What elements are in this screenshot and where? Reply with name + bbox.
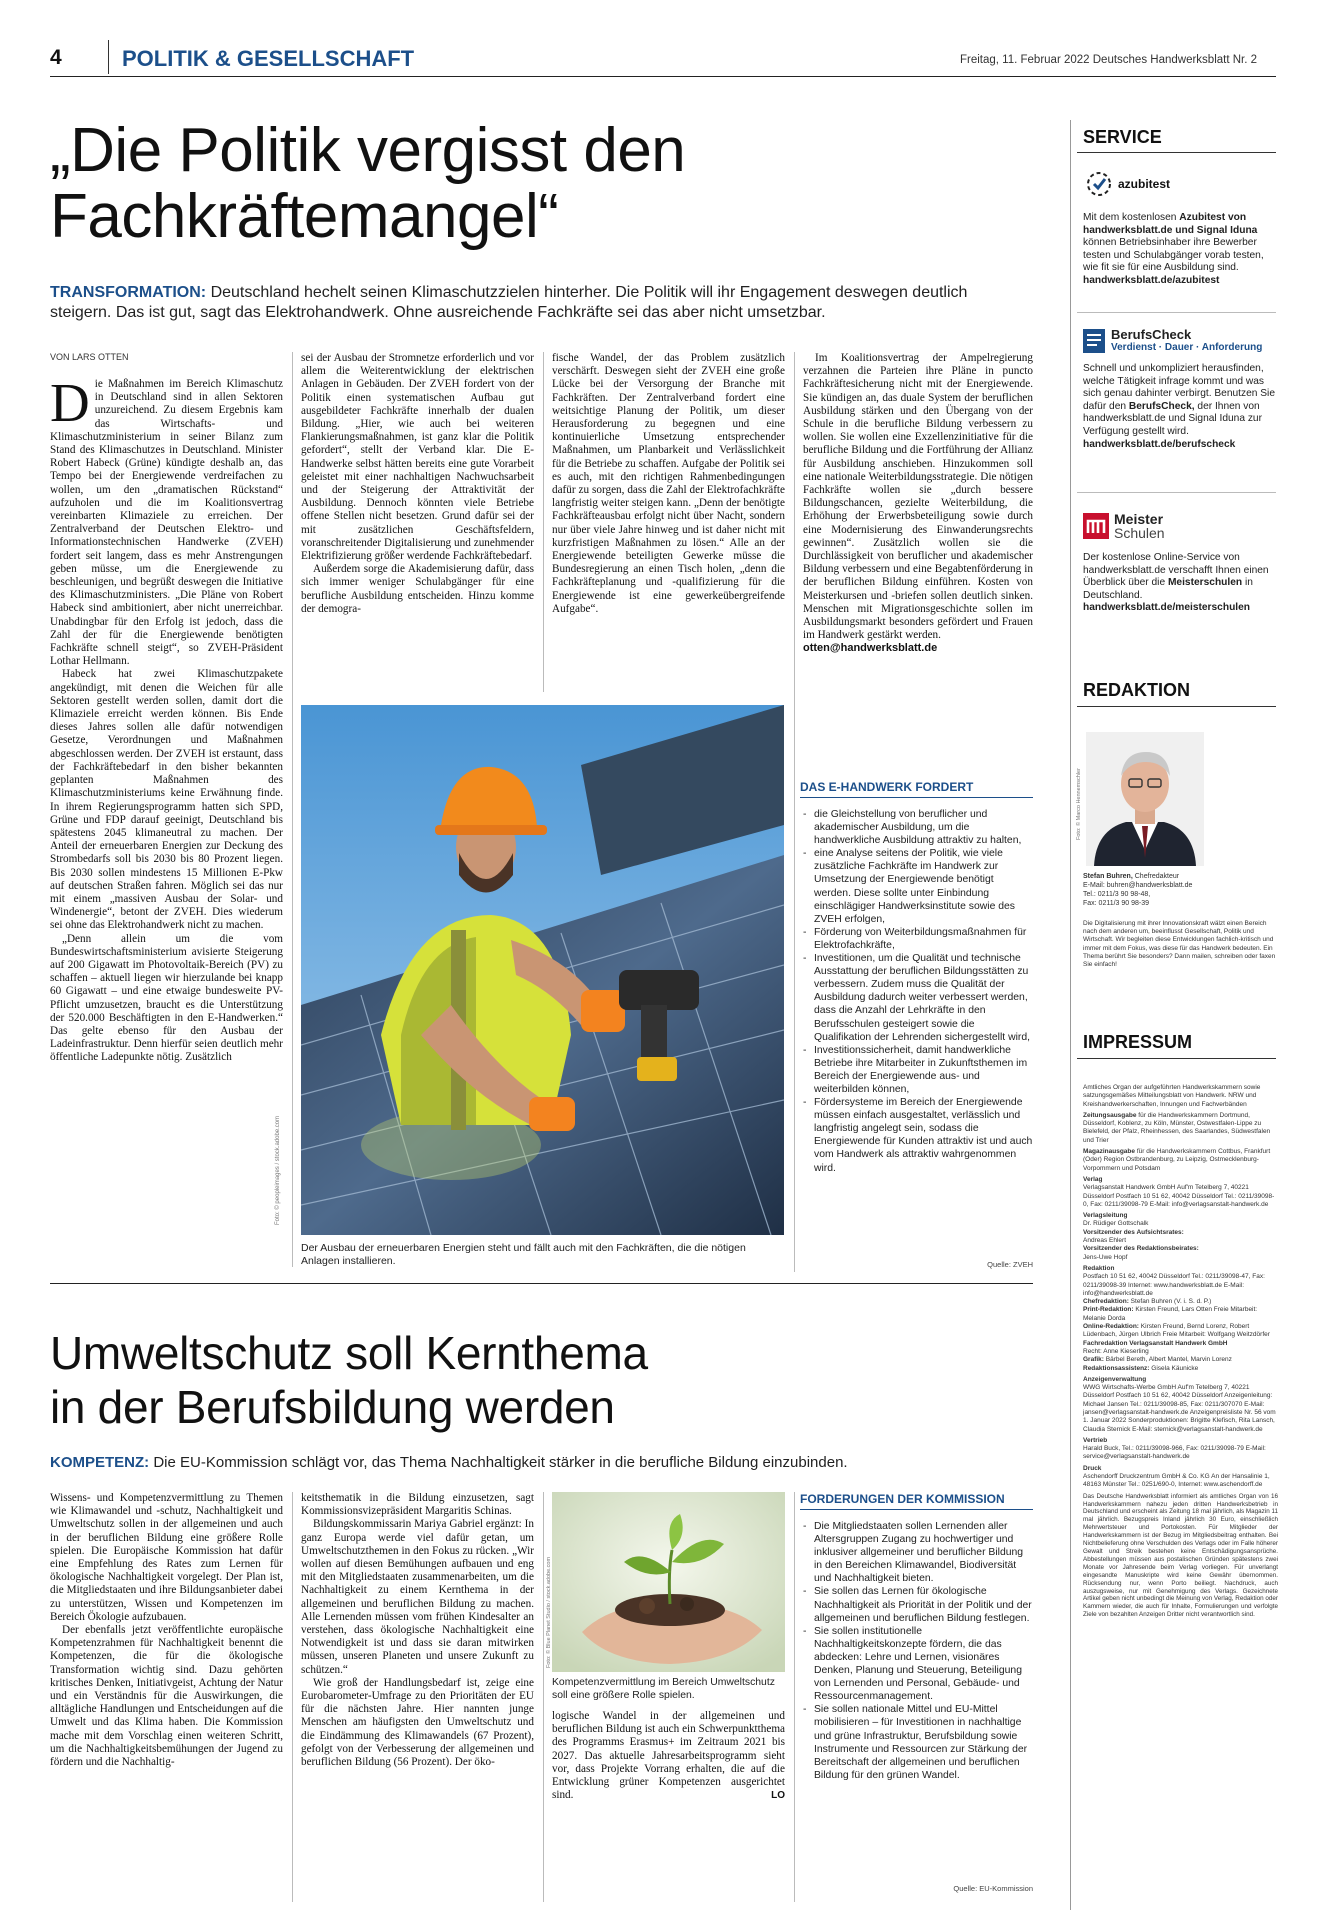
berufscheck-logo[interactable]: BerufsCheck Verdienst · Dauer · Anforderung <box>1083 328 1262 354</box>
author-initials: LO <box>771 1790 785 1802</box>
article1-headline: „Die Politik vergisst den Fachkräftemangel“ <box>50 116 686 251</box>
list-item: - Die Mitgliedstaaten sollen Lernenden aller Altersgruppen Zugang zu hochwertiger und inklusiver allgemeiner und beruflicher Bildung in den Bereichen Klimawandel, Biodiversität und Nachhaltigkeit bieten. <box>800 1520 1033 1585</box>
impressum-text: Amtliches Organ der aufgeführten Handwerkskammern sowie satzungsgemäßes Mitteilungsblatt von Handwerk. NRW und Kreishandwerkerschaften, Innungen und Fachverbänden Zeitungsausgabe für die Handwerkskammern Dortmund, Düsseldorf, Koblenz, zu Köln, Münster, Ostwestfalen-Lippe zu Bielefeld, der Pfalz, Rheinhessen, des Saarlandes, Südwestfalen und Trier Magazinausgabe für die Handwerkskammern Cottbus, Frankfurt (Oder) Region Ostbrandenburg, zu Leipzig, Ostmecklenburg-Vorpommern und Potsdam Verlag Verlagsanstalt Handwerk GmbH Auf'm Tetelberg 7, 40221 Düsseldorf Postfach 10 51 62, 40042 Düsseldorf Tel.: 0211/39098-0, Fax: 0211/39098-79 E-Mail: info@verlagsanstalt-handwerk.de Verlagsleitung Dr. Rüdiger Gottschalk Vorsitzender des Aufsichtsrates: Andreas Ehlert Vorsitzender des Redaktionsbeirates: Jens-Uwe Hopf Redaktion Postfach 10 51 62, 40042 Düsseldorf Tel.: 0211/39098-47, Fax: 0211/39098-39 Internet: www.handwerksblatt.de E-Mail: info@handwerksblatt.de Chefredaktion: Stefan Buhren (V. i. S. d. P.) Print-Redaktion: Kirsten Freund, Lars Otten Freie Mitarbeit: Melanie Dorda Online-Redaktion: Kirsten Freund, Bernd Lorenz, Robert Lüdenbach, Jürgen Ulbrich Freie Mitarbeit: Wolfgang Weitzdörfer Fachredaktion Verlagsanstalt Handwerk GmbH Recht: Anne Kieserling Grafik: Bärbel Bereth, Albert Mantel, Marvin Lorenz Redaktionsassistenz: Gisela Käunicke Anzeigenverwaltung WWG Wirtschafts-Werbe GmbH Auf'm Tetelberg 7, 40221 Düsseldorf Postfach 10 51 62, 40042 Düsseldorf Anzeigenleitung: Michael Jansen Tel.: 0211/39098-85, Fax: 0211/307070 E-Mail: jansen@verlagsanstalt-handwerk.de Anzeigenpreisliste Nr. 56 vom 1. Januar 2022 Sonderproduktionen: Brigitte Klefisch, Rita Lansch, Claudia Sternick E-Mail: sternick@verlagsanstalt-handwerk.de Vertrieb Harald Buck, Tel.: 0211/39098-966, Fax: 0211/39098-79 E-Mail: service@verlagsanstalt-handwerk.de Druck Aschendorff Druckzentrum GmbH & Co. KG An der Hansalinie 1, 48163 Münster Tel.: 0251/690-0, Internet: www.aschendorff.de Das Deutsche Handwerksblatt informiert als amtliches Organ von 16 Handwerkskammern nahezu jeden dritten Handwerksbetrieb in Deutschland und erscheint als Zeitung 18 mal jährlich, als Magazin 11 mal jährlich. Bezugspreis Inland jährlich 30 Euro, einschließlich Mehrwertsteuer und Portokosten. Für Mitglieder der Handwerkskammern ist der Bezug im Mitgliedsbeitrag enthalten. Bei Nichtbelieferung ohne Verschulden des Verlags oder im Falle höherer Gewalt und Streik bestehen keine Entschädigungsansprüche. Abbestellungen müssen aus postalischen Gründen spätestens zwei Monate vor Jahresende beim Verlag vorliegen. Für unverlangt eingesandte Manuskripte wird keine Gewähr übernommen. Rücksendung nur, wenn Porto beiliegt. Nachdruck, auch auszugsweise, nur mit Genehmigung des Verlags. Gezeichnete Artikel geben nicht unbedingt die Meinung von Verlag, Redaktion oder Kammern wieder, die auch für Inhalte, Formulierungen und verfolgte Ziele von bezahlten Anzeigen Dritter nicht verantwortlich sind. <box>1083 1084 1278 1619</box>
list-item: - Fördersysteme im Bereich der Energiewende müssen einfach ausgestaltet, verlässlich und langfristig angelegt sein, sodass die Energiewende für Kunden attraktiv ist und auch vom Handwerk als attraktiv wahrgenommen wird. <box>800 1096 1033 1175</box>
editor-info: Stefan Buhren, Chefredakteur E-Mail: buhren@handwerksblatt.de Tel.: 0211/3 90 98-48, Fax: 0211/3 90 98-39 <box>1083 872 1278 908</box>
eh-box-source: Quelle: ZVEH <box>987 1260 1033 1269</box>
page-number: 4 <box>50 46 62 69</box>
eh-box-list <box>800 808 1033 1175</box>
eh-box-title: DAS E-HANDWERK FORDERT <box>800 780 974 794</box>
article2-col1: Wissens- und Kompetenzvermittlung zu Themen wie Klimawandel und -schutz, Nachhaltigkeit und Umweltschutz sollen in der allgemeinen und auch in der beruflichen Bildung eine größere Rolle spielen. Die Europäische Kommission hat dafür eine Empfehlung des Rates zum Lernen für ökologische Nachhaltigkeit vorgelegt. Der Plan ist, die Mitgliedstaaten und ihre Bildungsanbieter dabei zu unterstützen, Wissen und Kompetenzen im Bereich Ökologie aufzubauen. Der ebenfalls jetzt veröffentlichte europäische Kompetenzrahmen für Nachhaltigkeit benennt die Kompetenzen, die für die ökologische Transformation wichtig sind. Dazu gehörten kritisches Denken, Initiativgeist, Achtung der Natur und ein Verständnis für die Auswirkungen, die alltägliche Handlungen und Entscheidungen auf die Umwelt und das Klima haben. Die Kommission mache mit dem Vorschlag einen weiteren Schritt, um die Nachhaltigkeitsbemühungen der Jugend zu fördern und die Nachhaltig- <box>50 1492 283 1769</box>
berufscheck-link[interactable]: handwerksblatt.de/berufscheck <box>1083 438 1236 450</box>
kommission-box-source: Quelle: EU-Kommission <box>953 1884 1033 1893</box>
byline: VON LARS OTTEN <box>50 352 129 362</box>
article2-kicker: KOMPETENZ: <box>50 1454 150 1471</box>
list-item: - Sie sollen nationale Mittel und EU-Mittel mobilisieren – für Investitionen in nachhaltige und grüne Infrastruktur, Berufsbildung sowie Instrumente und Ressourcen zur Stärkung der Bereitschaft der allgemeinen und beruflichen Bildung für den grünen Wandel. <box>800 1703 1033 1782</box>
list-icon <box>1083 329 1105 353</box>
editor-email[interactable]: E-Mail: buhren@handwerksblatt.de <box>1083 882 1193 889</box>
article2-col2: keitsthematik in die Bildung einzusetzen, sagt Kommissionsvizepräsident Margaritis Schinas. Bildungskommissarin Mariya Gabriel ergänzt: In ganz Europa werde viel dafür getan, um Umweltschutzthemen in den Fokus zu rücken. „Wir wollen auf diesen Bemühungen aufbauen und eng mit den Mitgliedstaaten zusammenarbeiten, um die Nachhaltigkeit zu einem Kernthema in der allgemeinen und beruflichen Bildung zu machen. Alle Lernenden müssen vom frühen Kindesalter an verstehen, dass ökologische Nachhaltigkeit eine Notwendigkeit ist und dass sie daran mitwirken müssen, unseren Planeten und unsere Zukunft zu schützen.“ Wie groß der Handlungsbedarf ist, zeige eine Eurobarometer-Umfrage zu den Prioritäten der EU für die nächsten Jahre. Hier nannten junge Menschen am häufigsten den Umweltschutz und die Eindämmung des Klimawandels (67 Prozent), gefolgt von der Verbesserung der allgemeinen und beruflichen Bildung (56 Prozent). Der öko- <box>301 1492 534 1769</box>
solar-worker-photo <box>301 705 784 1235</box>
redaktion-title: REDAKTION <box>1083 680 1190 700</box>
article1-col1 <box>50 372 283 1065</box>
meisterschulen-logo[interactable]: Meister Schulen <box>1083 512 1165 540</box>
list-item: - eine Analyse seitens der Politik, wie viele zusätzliche Fachkräfte im Handwerk zur Umsetzung der Energiewende benötigt werden. Diese sollte unter Einbindung einschlägiger Handwerksinstitute sowie des ZVEH erfolgen, <box>800 847 1033 926</box>
editor-note: Die Digitalisierung mit ihrer Innovationskraft wälzt einen Bereich nach dem anderen um, beeinflusst Gesellschaft, Politik und Wirtschaft. Wir begleiten diese Entwicklungen fachlich-kritisch und immer mit dem Fokus, was diese für das Handwerk bedeuten. Ein Thema berührt Sie besonders? Dann mailen, schreiben oder faxen Sie einfach! <box>1083 920 1276 969</box>
photo2-caption: Kompetenzvermittlung im Bereich Umweltschutz soll eine größere Rolle spielen. <box>552 1677 775 1701</box>
kommission-box-title: FORDERUNGEN DER KOMMISSION <box>800 1492 1005 1506</box>
meister-text: Der kostenlose Online-Service von handwerksblatt.de verschafft Ihnen einen Überblick über die Meisterschulen in Deutschland. handwerksblatt.de/meisterschulen <box>1083 552 1269 614</box>
azubitest-text: Mit dem kostenlosen Azubitest von handwerksblatt.de und Signal Iduna können Betriebsinhaber ihre Bewerber testen und Schulabgänger vorab testen, wie fit sie für eine Ausbildung sind. handwerksblatt.de/azubitest <box>1083 212 1264 286</box>
editor-photo <box>1086 732 1204 866</box>
meister-link[interactable]: handwerksblatt.de/meisterschulen <box>1083 602 1251 614</box>
article1-p1: Die Maßnahmen im Bereich Klimaschutz in Deutschland sind in allen Sektoren unzureichend. Zu diesem Ergebnis kam das Wirtschafts- und Klimaschutzministerium in seiner Bilanz zum Stand des Klimaschutzes in Deutschland. Minister Robert Habeck (Grüne) kündigte deshalb an, das Tempo bei der Energiewende verdreifachen zu wollen, um den „dramatischen Rückstand“ aufzuholen und die im Koalitionsvertrag vereinbarten Klimaziele zu erreichen. Der Zentralverband der Deutschen Elektro- und Informationstechnischen Handwerke (ZVEH) fordert seit langem, dass es mehr Anstrengungen geben müsse, um die Energiewende zu beschleunigen, und begrüßt deswegen die Initiative des Klimaschutzministers. „Die Pläne von Robert Habeck sind ambitioniert, aber nicht unerreichbar. Unabdingbar für den Erfolg ist jedoch, dass die Zahl der für die Energiewende benötigten Fachkräfte schnell steigt“, so ZVEH-Präsident Lothar Hellmann. <box>50 372 283 668</box>
azubitest-logo[interactable]: azubitest <box>1085 170 1170 198</box>
azubitest-link[interactable]: handwerksblatt.de/azubitest <box>1083 274 1220 286</box>
list-item: - Sie sollen institutionelle Nachhaltigkeitskonzepte fördern, die das abdecken: Lehre und Lernen, visionäres Denken, Planung und Steuerung, Beteiligung von Lernenden und Personal, Gebäude- und Ressourcenmanagement. <box>800 1625 1033 1704</box>
list-item: - Förderung von Weiterbildungsmaßnahmen für Elektrofachkräfte, <box>800 926 1033 952</box>
editor-photo-credit: Foto: © Marco Hennemschler <box>1076 768 1082 840</box>
article1-col2: sei der Ausbau der Stromnetze erforderlich und vor allem die Weiterentwicklung der elektrischen Anlagen in Gebäuden. Der ZVEH fordert von der Politik einen systematischen Aufbau gut ausgebildeter Fachkräfte innerhalb der dualen Bildung. „Hier, wie auch bei weiteren Flankierungsmaßnahmen, ist ganz klar die Politik gefordert“, stellt der Verband klar. Die E-Handwerke selbst hätten bereits eine gute Vorarbeit geleistet mit einer nachhaltigen Nachwuchsarbeit und der Steigerung der Attraktivität der Ausbildung. Dennoch könnten viele Betriebe offene Stellen nicht besetzen. Grund dafür sei der mit zusätzlichen Geschäftsfeldern, voranschreitender Digitalisierung und zunehmender Elektrifizierung größer werdende Fachkräftebedarf. Außerdem sorge die Akademisierung dafür, dass sich immer weniger Schulabgänger für eine berufliche Ausbildung entscheiden. Hinzu komme der demogra- <box>301 352 534 615</box>
berufscheck-text: Schnell und unkompliziert herausfinden, welche Tätigkeit infrage kommt und was sich genau dahinter verbirgt. Benutzen Sie dafür den BerufsCheck, der Ihnen von handwerksblatt.de und Signal Iduna zur Verfügung gestellt wird. handwerksblatt.de/berufscheck <box>1083 363 1275 450</box>
list-item: - die Gleichstellung von beruflicher und akademischer Ausbildung, um die handwerkliche Ausbildung attraktiv zu halten, <box>800 808 1033 847</box>
article1-p2: Habeck hat zwei Klimaschutzpakete angekündigt, mit denen die Weichen für alle Sektoren gestellt werden sollen, damit dort die Klimaziele erreicht werden können. Bis Ende dieses Jahres sollen alle dafür notwendigen Gesetze, Verordnungen und Maßnahmen abgeschlossen werden. Der ZVEH ist erstaunt, dass der Fachkräftebedarf in den bisher bekannten geplanten Maßnahmen des Klimaschutzministeriums keine Erwähnung finde. In ihrem Regierungsprogramm hatten sich SPD, Grüne und FDP darauf geeinigt, Deutschland bis spätestens 2045 klimaneutral zu machen. Der Anteil der erneuerbaren Energien zur Deckung des Strombedarfs soll bis 2030 bis 80 Prozent liegen. Bis 2030 sollen mindestens 15 Millionen E-Pkw auf deutschen Straßen fahren. Möglich sei das nur mit einem „massiven Ausbau der Solar- und Windenergie“, betont der ZVEH. Dies wiederum sei ohne das Elektrohandwerk nicht zu machen. <box>50 668 283 932</box>
list-item: - Investitionssicherheit, damit handwerkliche Betriebe ihre Mitarbeiter in Zukunftsthemen im Bereich der Energiewende aus- und weiterbilden können, <box>800 1044 1033 1096</box>
article1-col3: fische Wandel, der das Problem zusätzlich verschärft. Deswegen sieht der ZVEH eine große Lücke bei der Versorgung der Branche mit Fachkräften. Der Zentralverband fordert eine weitsichtige Planung der Politik, um dieser Herausforderung zu begegnen und eine kontinuierliche Umsetzung entsprechender Maßnahmen, um Planbarkeit und Verlässlichkeit für die Betriebe zu schaffen. Aufgabe der Politik sei es auch, mit den richtigen Rahmenbedingungen dafür zu sorgen, dass die Zahl der Elektrofachkräfte langfristig weiter steigen kann. „Denn der benötigte Fachkräfteausbau erfolgt nicht über Nacht, sondern nur über viele Jahre hinweg und ist daher nicht mit kurzfristigen Maßnahmen zu lösen.“ Alle an der Energiewende beteiligten Gewerke müsse die Bundesregierung an einen Tisch holen, „denn die Fachkräfteplanung und -qualifizierung für die Energiewende ist eine gewerkeübergreifende Aufgabe“. <box>552 352 785 615</box>
article1-p3: „Denn allein um die vom Bundeswirtschaftsministerium avisierte Steigerung auf 200 Gigawatt im Photovoltaik-Bereich (PV) zu schaffen – aktuell liegen wir hierzulande bei knapp 60 Gigawatt – und eine etwaige bundesweite PV-Pflicht umzusetzen, braucht es die Unterstützung der 520.000 Beschäftigten in den E-Handwerken.“ Das gelte ebenso für den Ausbau der Ladeinfrastruktur. Denn hierfür seien deutlich mehr öffentliche Ladepunkte nötig. Zusätzlich <box>50 932 283 1064</box>
article1-kicker: TRANSFORMATION: <box>50 284 207 301</box>
article2-lead: KOMPETENZ: Die EU-Kommission schlägt vor, das Thema Nachhaltigkeit stärker in die berufliche Bildung einzubinden. <box>50 1454 848 1471</box>
article1-lead: TRANSFORMATION: Deutschland hechelt seinen Klimaschutzzielen hinterher. Die Politik will ihr Engagement deswegen deutlich steigern. Das ist gut, sagt das Elektrohandwerk. Ohne ausreichende Fachkräfte sei das aber nicht umsetzbar. <box>50 284 968 321</box>
dateline: Freitag, 11. Februar 2022 Deutsches Handwerksblatt Nr. 2 <box>960 54 1258 66</box>
photo1-credit: Foto: © peopleimages / stock.adobe.com <box>275 1115 281 1225</box>
impressum-title: IMPRESSUM <box>1083 1032 1193 1052</box>
list-item: - Investitionen, um die Qualität und technische Ausstattung der beruflichen Bildungsstätten zu verbessern. Zudem muss die Qualität der Ausbildung dadurch weiter verbessert werden, dass die Anzahl der Lehrkräfte in den Berufsschulen gesteigert sowie die Qualifikation der Lehrenden sichergestellt wird, <box>800 952 1033 1044</box>
author-email[interactable]: otten@handwerksblatt.de <box>803 642 938 655</box>
article2-headline: Umweltschutz soll Kernthema in der Berufsbildung werden <box>50 1327 648 1433</box>
service-title: SERVICE <box>1083 127 1162 147</box>
section-title: POLITIK & GESELLSCHAFT <box>122 46 415 71</box>
article2-col3: logische Wandel in der allgemeinen und beruflichen Bildung ist auch ein Schwerpunktthema des Programms Erasmus+ im Zeitraum 2021 bis 2027. Das aktuelle Jahresarbeitsprogramm sieht vor, dass Projekte Vorrang erhalten, die auf die Entwicklung grüner Kompetenzen ausgerichtet sind. LO <box>552 1710 785 1802</box>
kommission-box-list <box>800 1520 1033 1782</box>
m-logo-icon <box>1083 513 1109 539</box>
check-icon <box>1085 170 1113 198</box>
plant-hands-photo <box>552 1492 785 1672</box>
drop-cap: D <box>50 372 90 433</box>
article1-col4: Im Koalitionsvertrag der Ampelregierung verzahnen die Parteien ihre Pläne in puncto Fachkräftesicherung nicht mit der Energiewende. Sie kündigen an, das duale System der beruflichen Ausbildung stärken und den Übergang von der Schule in die berufliche Bildung verbessern zu wollen. Sie wollen eine Exzellenzinitiative für die berufliche Bildung und die Fortführung der Allianz für Ausbildung anschieben. Hinzukommen soll eine nationale Weiterbildungsstrategie. Die nötigen Fachkräfte wollen sie „durch bessere Bildungschancen, gezielte Weiterbildung, die Erhöhung der Erwerbsbeteiligung sowie durch eine Modernisierung des Einwanderungsrechts gewinnen“. Zusätzlich wollen sie die Durchlässigkeit von beruflicher und akademischer Bildung verbessern und eine Begabtenförderung in der beruflichen Bildung einführen. Kosten von Meisterkursen und -briefen sollen deutlich sinken. Menschen mit Migrationsgeschichte sollen im Ausbildungsmarkt besonders gefördert und Frauen im Handwerk gestärkt werden. otten@handwerksblatt.de <box>803 352 1033 655</box>
photo1-caption: Der Ausbau der erneuerbaren Energien steht und fällt auch mit den Fachkräften, die die nötigen Anlagen installieren. <box>301 1242 746 1267</box>
photo2-credit: Foto: © Blue Planet Studio / stock.adobe.com <box>546 1556 552 1668</box>
list-item: - Sie sollen das Lernen für ökologische Nachhaltigkeit als Priorität in der Politik und der allgemeinen und beruflichen Bildung festlegen. <box>800 1585 1033 1624</box>
